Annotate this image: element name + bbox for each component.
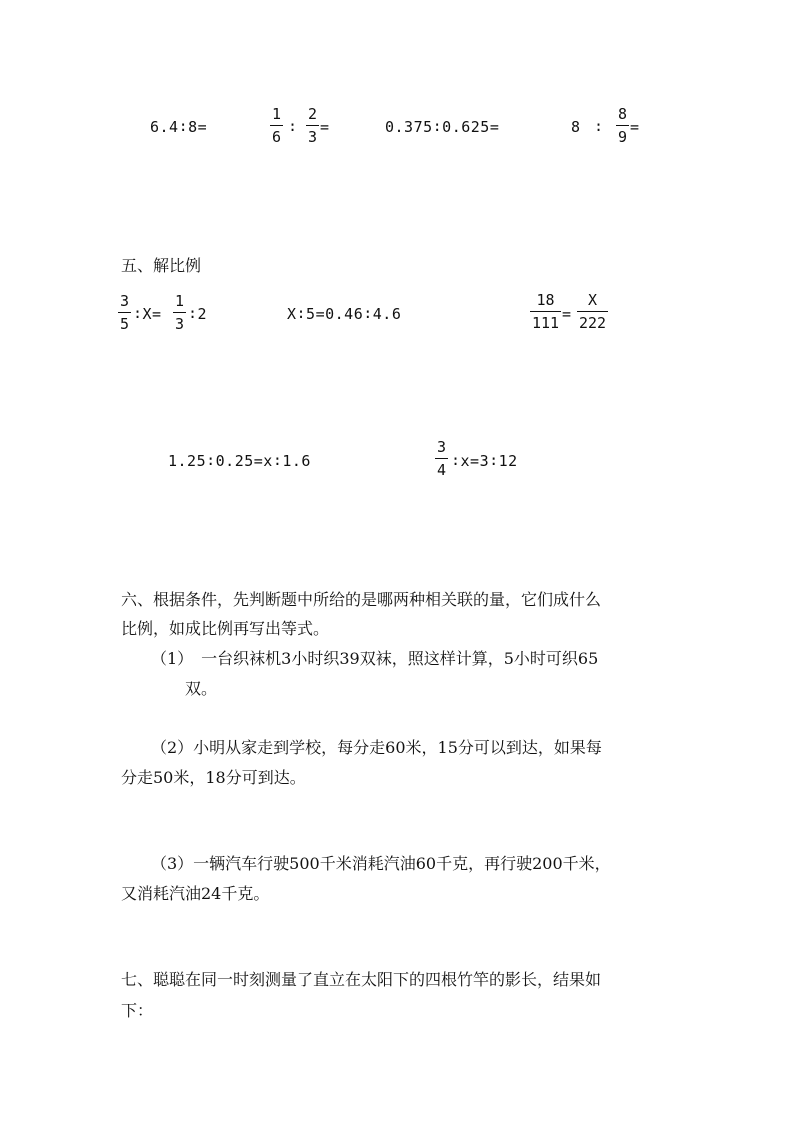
proportion-eq-2: X∶5=0.46∶4.6 [287, 305, 402, 323]
ratio-term: 8 [571, 118, 581, 136]
denominator: 4 [435, 458, 448, 478]
section-7-line-2: 下： [121, 1001, 154, 1020]
equation-tail: ∶2 [188, 305, 208, 323]
denominator: 222 [577, 311, 608, 331]
numerator: 3 [437, 438, 447, 456]
denominator: 9 [616, 125, 629, 145]
numerator: 8 [618, 105, 628, 123]
numerator: 18 [536, 291, 555, 309]
section-5-title: 五、解比例 [121, 256, 202, 275]
equals-sign: = [630, 118, 640, 136]
question-1-line-1: （1） 一台织袜机3小时织39双袜，照这样计算，5小时可织65 [151, 649, 599, 668]
question-3-line-1: （3）一辆汽车行驶500千米消耗汽油60千克，再行驶200千米， [151, 854, 611, 873]
denominator: 3 [173, 312, 186, 332]
question-2-line-2: 分走50米，18分可到达。 [121, 768, 306, 787]
equation-middle: ∶X= [133, 305, 162, 323]
fraction [270, 107, 283, 145]
fraction [616, 107, 629, 145]
denominator: 5 [118, 312, 131, 332]
fraction [530, 293, 561, 331]
proportion-eq-4: 1.25∶0.25=x∶1.6 [168, 452, 311, 470]
question-3-line-2: 又消耗汽油24千克。 [121, 884, 270, 903]
denominator: 111 [530, 311, 561, 331]
numerator: 2 [308, 105, 318, 123]
question-2-line-1: （2）小明从家走到学校，每分走60米，15分可以到达，如果每 [151, 738, 602, 757]
fraction [173, 294, 186, 332]
numerator: 1 [175, 292, 185, 310]
numerator: 1 [272, 105, 282, 123]
ratio-separator: ∶ [288, 118, 298, 136]
ratio-item-1: 6.4∶8= [150, 118, 208, 136]
section-6-title-line-2: 比例，如成比例再写出等式。 [121, 619, 330, 638]
fraction [306, 107, 319, 145]
denominator: 3 [306, 125, 319, 145]
equals-sign: = [320, 118, 330, 136]
ratio-item-3: 0.375∶0.625= [385, 118, 500, 136]
equals-sign: = [562, 305, 572, 323]
equation-tail: ∶x=3∶12 [451, 452, 518, 470]
denominator: 6 [270, 125, 283, 145]
numerator: X [588, 291, 598, 309]
fraction [118, 294, 131, 332]
section-6-title-line-1: 六、根据条件，先判断题中所给的是哪两种相关联的量，它们成什么 [121, 590, 602, 609]
question-1-line-2: 双。 [185, 679, 218, 698]
section-7-line-1: 七、聪聪在同一时刻测量了直立在太阳下的四根竹竿的影长，结果如 [121, 970, 602, 989]
numerator: 3 [120, 292, 130, 310]
fraction [577, 293, 608, 331]
ratio-separator: ∶ [594, 118, 604, 136]
fraction [435, 440, 448, 478]
